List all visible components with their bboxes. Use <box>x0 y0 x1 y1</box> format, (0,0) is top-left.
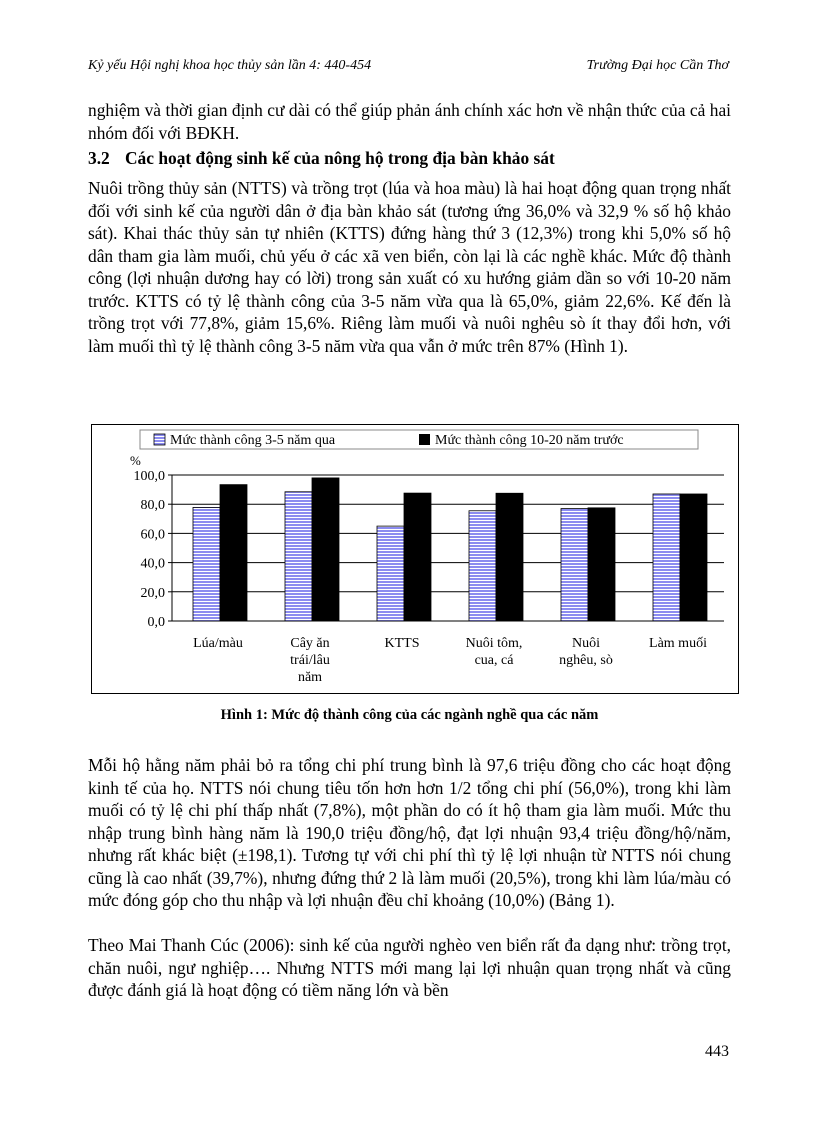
header-institution: Trường Đại học Cần Thơ <box>586 58 729 73</box>
x-tick-label: nghêu, sò <box>559 653 613 668</box>
bar-series-past <box>588 508 615 621</box>
y-tick-label: 100,0 <box>133 469 165 484</box>
section-title: Các hoạt động sinh kế của nông hộ trong địa bàn khảo sát <box>125 148 555 168</box>
y-tick-label: 0,0 <box>147 615 165 630</box>
bar-series-recent <box>469 511 496 621</box>
bar-chart <box>92 425 740 695</box>
x-tick-label: Nuôi tôm, <box>465 636 523 651</box>
x-tick-label: Nuôi <box>572 636 600 651</box>
bar-series-past <box>496 493 523 621</box>
paragraph-continuation: nghiệm và thời gian định cư dài có thể giúp phản ánh chính xác hơn về nhận thức của cả hai nhóm đối với BĐKH. <box>88 100 731 143</box>
x-tick-label: KTTS <box>384 636 420 651</box>
legend-swatch-past <box>419 434 430 445</box>
bar-series-recent <box>377 526 404 621</box>
y-tick-label: 80,0 <box>140 498 165 514</box>
figure-1-chart <box>91 424 739 694</box>
y-tick-label: 60,0 <box>140 527 165 543</box>
y-tick-label: 40,0 <box>140 556 165 572</box>
bar-series-past <box>680 494 707 621</box>
paragraph-costs: Mỗi hộ hằng năm phải bỏ ra tổng chi phí trung bình là 97,6 triệu đồng cho các hoạt động kinh tế của họ. NTTS nói chung tiêu tốn hơn hơn 1/2 tổng chi phí (56,0%), trong khi làm muối có tỷ lệ chi phí thấp nhất (7,8%), một phần do có ít hộ tham gia làm muối. Mức thu nhập trung bình hàng năm là 190,0 triệu đồng/hộ, đạt lợi nhuận 93,4 triệu đồng/hộ/năm, nhưng rất khác biệt (±198,1). Tương tự với chi phí thì tỷ lệ lợi nhuận từ NTTS nói chung cũng là cao nhất (39,7%), nhưng đứng thứ 2 là làm muối (20,5%), trong khi làm lúa/màu có mức đóng góp cho thu nhập và lợi nhuận đều chỉ khoảng (10,0%) (Bảng 1). <box>88 755 731 910</box>
figure-caption: Hình 1: Mức độ thành công của các ngành nghề qua các năm <box>220 707 599 723</box>
bar-series-recent <box>653 494 680 621</box>
x-tick-label: năm <box>297 670 323 685</box>
y-axis-label: % <box>130 453 141 468</box>
x-tick-label: trái/lâu <box>290 653 330 668</box>
bar-series-past <box>404 493 431 621</box>
bar-series-recent <box>285 492 312 621</box>
paragraph-livelihoods: Nuôi trồng thủy sản (NTTS) và trồng trọt (lúa và hoa màu) là hai hoạt động quan trọng nhất đối với sinh kế của người dân ở địa bàn khảo sát (tương ứng 36,0% và 32,9 % số hộ khảo sát). Khai thác thủy sản tự nhiên (KTTS) đứng hàng thứ 3 (12,3%) trong khi 5,0% số hộ dân tham gia làm muối, chủ yếu ở các xã ven biển, còn lại là các nghề khác. Mức độ thành công (lợi nhuận dương hay có lời) trong sản xuất có xu hướng giảm dần so với 10-20 năm trước. KTTS có tỷ lệ thành công của 3-5 năm vừa qua là 65,0%, giảm 22,6%. Kế đến là trồng trọt với 77,8%, giảm 15,6%. Riêng làm muối và nuôi nghêu sò ít thay đổi hơn, với làm muối thì tỷ lệ thành công 3-5 năm vừa qua vẫn ở mức trên 87% (Hình 1). <box>88 178 731 356</box>
x-tick-label: Làm muối <box>649 636 707 651</box>
y-tick-label: 20,0 <box>140 585 165 601</box>
x-tick-label: Cây ăn <box>290 636 330 651</box>
x-tick-label: Lúa/màu <box>193 636 243 651</box>
bar-series-past <box>220 485 247 621</box>
running-header <box>88 58 729 78</box>
bar-series-past <box>312 478 339 621</box>
bar-series-recent <box>193 507 220 621</box>
legend-label-recent: Mức thành công 3-5 năm qua <box>170 433 336 448</box>
x-tick-label: cua, cá <box>474 653 514 668</box>
section-heading <box>88 148 555 169</box>
bar-series-recent <box>561 509 588 621</box>
section-number: 3.2 <box>88 148 110 168</box>
legend-swatch-recent <box>154 434 165 445</box>
legend-label-past: Mức thành công 10-20 năm trước <box>435 433 624 448</box>
paragraph-literature: Theo Mai Thanh Cúc (2006): sinh kế của người nghèo ven biển rất đa dạng như: trồng trọt, chăn nuôi, ngư nghiệp…. Nhưng NTTS mới mang lại lợi nhuận quan trọng nhất và cũng được đánh giá là hoạt động có tiềm năng lớn và bền <box>88 935 731 1000</box>
header-journal-title: Kỷ yếu Hội nghị khoa học thủy sản lần 4: 440-454 <box>88 58 372 73</box>
page-number: 443 <box>705 1043 729 1060</box>
